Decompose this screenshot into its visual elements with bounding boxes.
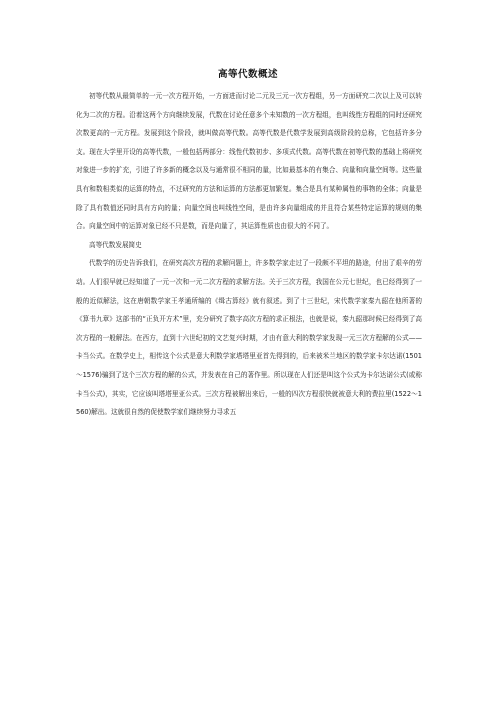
paragraph-history: 代数学的历史告诉我们，在研究高次方程的求解问题上，许多数学家走过了一段颇不平坦的路途，付出了艰辛的劳动。人们很早就已经知道了一元一次和一元二次方程的求解方法。关于三次方程，我国在公元七世纪，也已经得到了一般的近似解法，这在唐朝数学家王孝通所编的《缉古算经》就有叙述。到了十三世纪，宋代数学家秦九韶在他所著的《算书九章》这部书的“正负开方术”里，充分研究了数字高次方程的求正根法，也就是说，秦九韶那时候已经得到了高次方程的一般解法。在西方，直到十六世纪初的文艺复兴时期，才由有意大利的数学家发现一元三次方程解的公式——卡当公式。在数学史上，相传这个公式是意大利数学家塔塔里亚首先得到的，后来被米兰地区的数学家卡尔达诺(1501～1576)骗到了这个三次方程的解的公式，并发表在自己的著作里。所以现在人们还是叫这个公式为卡尔达诺公式(或称卡当公式)，其实，它应该叫塔塔里亚公式。三次方程被解出来后，一般的四次方程很快就被意大利的费拉里(1522～1560)解出。这就很自然的促使数学家们继续努力寻求五 (76, 259, 422, 417)
section-heading-history: 高等代数发展简史 (89, 240, 142, 249)
paragraph-overview: 初等代数从最简单的一元一次方程开始，一方面进而讨论二元及三元一次方程组，另一方面研究二次以上及可以转化为二次的方程。沿着这两个方向继续发展，代数在讨论任意多个未知数的一次方程组，也叫线性方程组的同时还研究次数更高的一元方程。发展到这个阶段，就叫做高等代数。高等代数是代数学发展到高级阶段的总称，它包括许多分支。现在大学里开设的高等代数，一般包括两部分：线性代数初步、多项式代数。高等代数在初等代数的基础上将研究对象进一步的扩充，引进了许多新的概念以及与通常很不相同的量，比如最基本的有集合、向量和向量空间等。这些量具有和数相类似的运算的特点，不过研究的方法和运算的方法都更加繁复。集合是具有某种属性的事物的全体；向量是除了具有数值还同时具有方向的量；向量空间也叫线性空间，是由许多向量组成的并且符合某些特定运算的规则的集合。向量空间中的运算对象已经不只是数，而是向量了，其运算性质也由很大的不同了。 (76, 92, 422, 231)
document-body (76, 87, 422, 422)
document-title: 高等代数概述 (217, 69, 278, 80)
